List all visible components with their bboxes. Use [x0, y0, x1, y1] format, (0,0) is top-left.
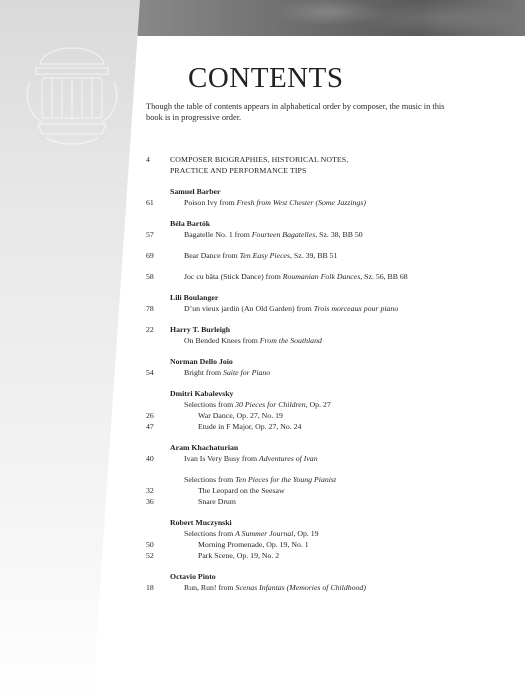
piece-title: Bright from Suite for Piano	[184, 368, 271, 377]
composer-row	[0, 388, 525, 399]
piece-title: Run, Run! from Scenas Infantas (Memories of Childhood)	[184, 583, 366, 592]
composer-name: Béla Bartók	[170, 219, 211, 228]
piece-row	[0, 582, 525, 593]
piece-row	[0, 453, 525, 464]
piece-title: Snare Drum	[198, 497, 236, 506]
page-number: 52	[146, 551, 154, 560]
composer-name: Lili Boulanger	[170, 293, 219, 302]
piece-title: Joc cu bâta (Stick Dance) from Roumanian Folk Dances, Sz. 56, BB 68	[184, 272, 408, 281]
piece-title: Bagatelle No. 1 from Fourteen Bagatelles, Sz. 38, BB 50	[184, 230, 363, 239]
page-number: 36	[146, 497, 154, 506]
piece-row	[0, 229, 525, 240]
page-number: 54	[146, 368, 154, 377]
section-heading: PRACTICE AND PERFORMANCE TIPS	[170, 166, 307, 175]
section-heading: COMPOSER BIOGRAPHIES, HISTORICAL NOTES,	[170, 155, 349, 164]
piece-row	[0, 496, 525, 507]
piece-row	[0, 485, 525, 496]
page-number: 78	[146, 304, 154, 313]
selection-row	[0, 474, 525, 485]
page-number: 32	[146, 486, 154, 495]
piece-row	[0, 421, 525, 432]
composer-name: Harry T. Burleigh	[170, 325, 231, 334]
piece-title: Morning Promenade, Op. 19, No. 1	[198, 540, 309, 549]
piece-title: Poison Ivy from Fresh from West Chester (Some Jazzings)	[184, 198, 366, 207]
composer-name: Samuel Barber	[170, 187, 221, 196]
composer-row	[0, 517, 525, 528]
page-number: 18	[146, 583, 154, 592]
page-number: 57	[146, 230, 154, 239]
piece-row	[0, 303, 525, 314]
page-number: 61	[146, 198, 154, 207]
page-number: 58	[146, 272, 154, 281]
composer-row	[0, 292, 525, 303]
composer-row	[0, 218, 525, 229]
piece-title: Park Scene, Op. 19, No. 2	[198, 551, 280, 560]
piece-title: D’un vieux jardin (An Old Garden) from Trois morceaux pour piano	[184, 304, 399, 313]
page-number: 4	[146, 155, 150, 164]
composer-row	[0, 356, 525, 367]
composer-name: Octavio Pinto	[170, 572, 216, 581]
selection-title: Selections from A Summer Journal, Op. 19	[184, 529, 319, 538]
selection-row	[0, 399, 525, 410]
intro-note: Though the table of contents appears in alphabetical order by composer, the music in this book is in progressive order.	[146, 102, 445, 122]
piece-title: Bear Dance from Ten Easy Pieces, Sz. 39, BB 51	[184, 251, 338, 260]
piece-row	[0, 367, 525, 378]
selection-title: Selections from 30 Pieces for Children, Op. 27	[184, 400, 331, 409]
piece-row	[0, 410, 525, 421]
page-number: 50	[146, 540, 154, 549]
piece-title: War Dance, Op. 27, No. 19	[198, 411, 283, 420]
composer-name: Aram Khachaturian	[170, 443, 239, 452]
page-number: 22	[146, 325, 154, 334]
crest-emblem-icon	[22, 42, 122, 154]
page-number: 69	[146, 251, 154, 260]
piece-title: Ivan Is Very Busy from Adventures of Ivan	[184, 454, 318, 463]
piece-title: On Bended Knees from From the Southland	[184, 336, 322, 345]
composer-name: Dmitri Kabalevsky	[170, 389, 234, 398]
table-of-contents	[0, 154, 525, 593]
piece-title: Etude in F Major, Op. 27, No. 24	[198, 422, 302, 431]
page-number: 47	[146, 422, 154, 431]
page-title: CONTENTS	[188, 62, 344, 94]
composer-row	[0, 571, 525, 582]
page-number: 40	[146, 454, 154, 463]
composer-row	[0, 324, 525, 335]
composer-name: Robert Muczynski	[170, 518, 232, 527]
piece-row	[0, 250, 525, 261]
selection-row	[0, 528, 525, 539]
toc-row	[0, 165, 525, 176]
piece-row	[0, 539, 525, 550]
selection-title: Selections from Ten Pieces for the Young Pianist	[184, 475, 337, 484]
piece-row	[0, 335, 525, 346]
composer-row	[0, 186, 525, 197]
page-number: 26	[146, 411, 154, 420]
piece-row	[0, 550, 525, 561]
piece-row	[0, 197, 525, 208]
piece-row	[0, 271, 525, 282]
toc-row	[0, 154, 525, 165]
composer-row	[0, 442, 525, 453]
composer-name: Norman Dello Joio	[170, 357, 233, 366]
piece-title: The Leopard on the Seesaw	[198, 486, 285, 495]
